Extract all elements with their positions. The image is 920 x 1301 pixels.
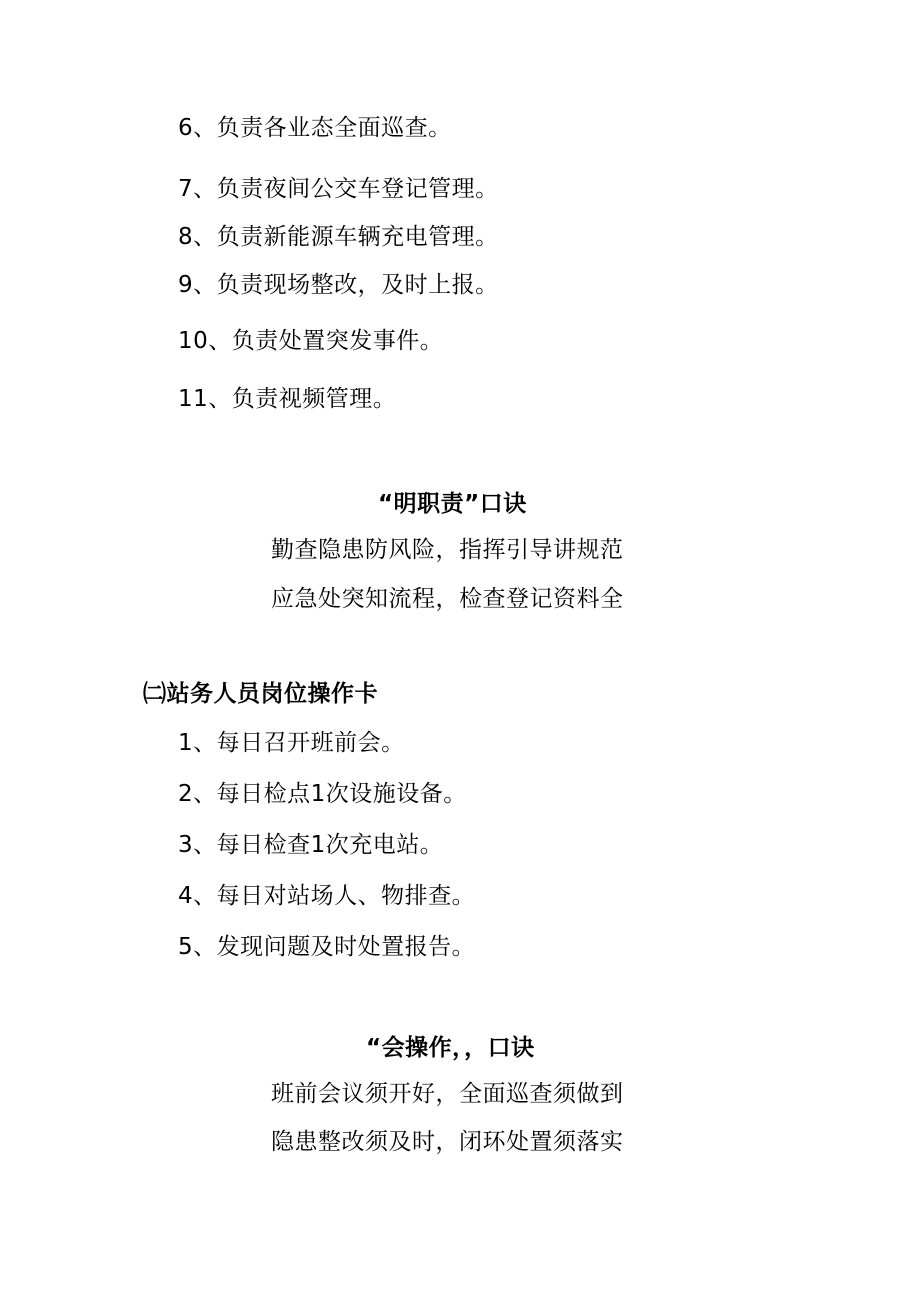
operation-rhyme-title: “会操作，，口诀 — [366, 1035, 535, 1061]
station-staff-item-5: 5、发现问题及时处置报告。 — [178, 934, 476, 960]
duty-item-6: 6、负责各业态全面巡查。 — [178, 115, 452, 141]
station-staff-item-1: 1、每日召开班前会。 — [178, 730, 405, 756]
duty-item-8: 8、负责新能源车辆充电管理。 — [178, 224, 499, 250]
duty-item-9: 9、负责现场整改，及时上报。 — [178, 272, 499, 298]
duty-rhyme-title: “明职责”口诀 — [378, 491, 527, 517]
duty-item-10: 10、负责处置突发事件。 — [178, 328, 444, 354]
station-staff-item-4: 4、每日对站场人、物排查。 — [178, 883, 476, 909]
duty-item-11: 11、负责视频管理。 — [178, 386, 397, 412]
station-staff-item-3: 3、每日检查1次充电站。 — [178, 832, 444, 858]
station-staff-heading: ㈡站务人员岗位操作卡 — [143, 681, 378, 707]
duty-item-7: 7、负责夜间公交车登记管理。 — [178, 176, 499, 202]
operation-rhyme-line-1: 班前会议须开好，全面巡查须做到 — [271, 1081, 624, 1107]
duty-rhyme-line-2: 应急处突知流程，检查登记资料全 — [271, 586, 624, 612]
station-staff-item-2: 2、每日检点1次设施设备。 — [178, 781, 467, 807]
operation-rhyme-line-2: 隐患整改须及时，闭环处置须落实 — [271, 1129, 624, 1155]
duty-rhyme-line-1: 勤查隐患防风险，指挥引导讲规范 — [271, 537, 624, 563]
